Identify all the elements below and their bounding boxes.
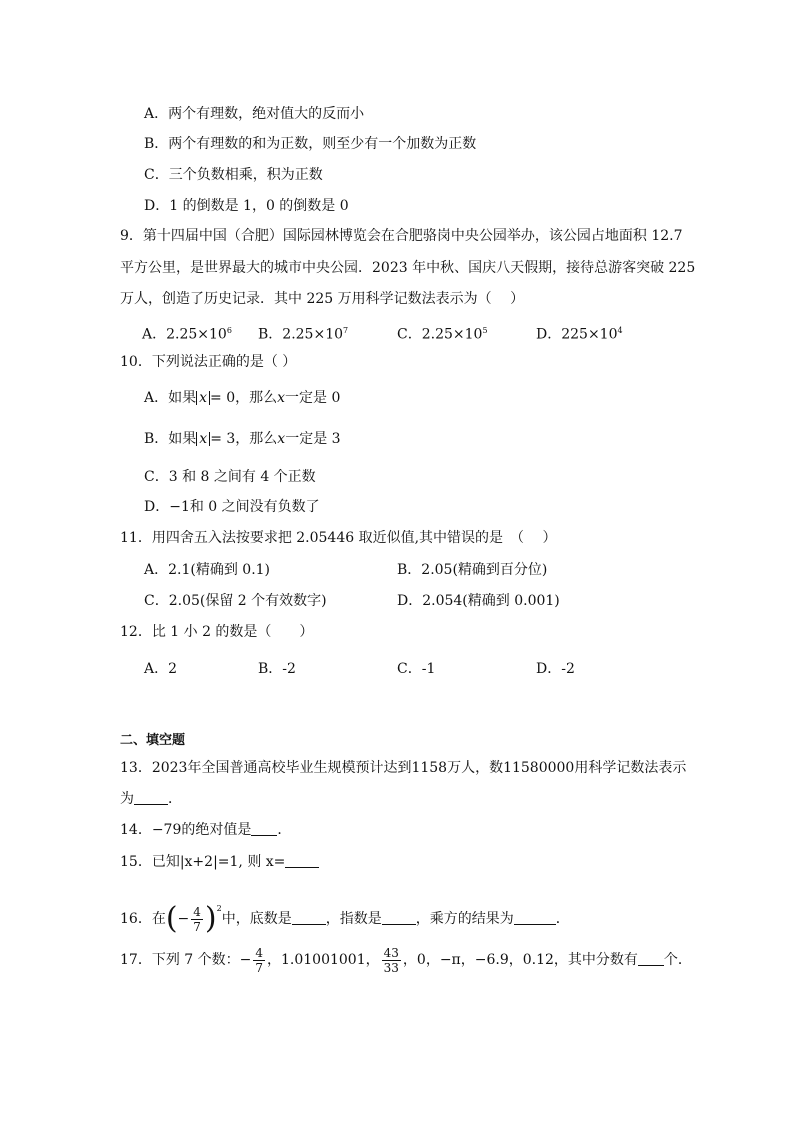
q17-fraction-1 [253,946,265,975]
q16-base-blank[interactable] [292,910,326,925]
q8-option-a: A．两个有理数，绝对值大的反而小 [144,106,365,122]
q9-option-d-text: D．225×10 [536,326,618,343]
q12-option-b: B．-2 [258,661,296,677]
q9-option-b [258,321,348,345]
q10-option-b-prefix: B．如果 [144,431,197,447]
q8-option-b: B．两个有理数的和为正数，则至少有一个加数为正数 [144,136,477,152]
q16-exponent: 2 [216,904,222,913]
q13-line2-prefix: 为 [120,791,134,807]
q12-option-a: A．2 [144,661,178,677]
q16-minus: − [177,911,190,927]
q14-answer-blank[interactable] [251,821,277,836]
q9-stem-line2: 平方公里，是世界最大的城市中央公园．2023 年中秋、国庆八天假期，接待总游客突破 225 [120,260,696,276]
q9-option-a-exponent: 6 [226,326,232,335]
q11-stem: 11．用四舍五入法按要求把 2.05446 取近似值,其中错误的是 （ ） [120,530,557,546]
q16-denominator: 7 [193,919,201,934]
q13-stem-line1: 13．2023年全国普通高校毕业生规模预计达到1158万人，数11580000用科学记数法表示 [120,760,687,776]
q17-fraction-1-denominator: 7 [255,960,263,975]
q16-fraction [191,905,203,934]
q16-result-blank[interactable] [514,910,556,925]
q8-option-d: D．1 的倒数是 1，0 的倒数是 0 [144,198,349,214]
q10-option-c: C．3 和 8 之间有 4 个正数 [144,469,316,485]
q10-option-a-prefix: A．如果 [144,390,197,406]
q12-stem: 12．比 1 小 2 的数是（ ） [120,624,314,640]
q10-stem: 10．下列说法正确的是（ ） [120,354,297,370]
q9-option-b-exponent: 7 [343,326,349,335]
q14-prefix: 14．−79的绝对值是 [120,822,252,838]
q10-option-b-abs: x [196,432,210,446]
q12-option-d: D．-2 [536,661,575,677]
q9-option-a [142,321,232,345]
q17-fraction-3-denominator: 33 [383,960,399,975]
q16-text-result: ，乘方的结果为 [415,911,514,927]
q15-prefix: 15．已知|x+2|=1, 则 x= [120,854,286,870]
q10-option-a-abs: x [196,391,210,405]
q11-option-b: B．2.05(精确到百分位) [397,562,548,578]
q13-line2-suffix: ． [168,791,182,807]
q11-option-d: D．2.054(精确到 0.001) [397,593,560,609]
q17-rest: ，0，−π，−6.9，0.12，其中分数有 [402,952,638,968]
q9-option-c-exponent: 5 [482,326,488,335]
q9-stem-line3: 万人，创造了历史记录．其中 225 万用科学记数法表示为（ ） [120,291,525,307]
q14-stem [120,820,291,840]
q10-option-b-mid: ，那么 [235,431,278,447]
q9-option-d-exponent: 4 [617,326,623,335]
q17-number-2: ，1.01001001， [267,952,380,968]
q17-stem [120,944,692,976]
q15-stem [120,852,319,872]
q16-suffix: ． [555,911,570,927]
q17-prefix: 17．下列 7 个数： [120,952,240,968]
q10-option-b-eq: = 3 [210,431,236,447]
q10-option-b-var: x [277,431,286,447]
q17-suffix: 个． [663,952,692,968]
q10-option-a [144,388,340,408]
q9-option-b-text: B．2.25×10 [258,326,344,343]
q9-option-c-text: C．2.25×10 [397,326,483,343]
q10-option-b-suffix: 一定是 3 [285,431,341,447]
q16-numerator: 4 [193,904,201,919]
q9-stem-line1: 9．第十四届中国（合肥）国际园林博览会在合肥骆岗中央公园举办，该公园占地面积 12.7 [120,228,683,244]
q10-option-a-var: x [277,390,286,406]
q10-option-a-mid: ，那么 [235,390,278,406]
q17-answer-blank[interactable] [638,951,664,966]
q16-text-exponent: ，指数是 [325,911,382,927]
q16-text-base: 中，底数是 [221,911,292,927]
q12-option-c: C．-1 [397,661,436,677]
q17-fraction-3-numerator: 43 [383,945,399,960]
q10-option-d: D．−1和 0 之间没有负数了 [144,499,320,515]
q11-option-a: A．2.1(精确到 0.1) [144,562,271,578]
q16-left-paren: ( [165,901,178,936]
q9-option-c [397,321,488,345]
q10-option-b [144,429,341,449]
q11-option-c: C．2.05(保留 2 个有效数字) [144,593,327,609]
q9-option-d [536,321,623,345]
q17-fraction-3 [382,946,401,975]
q9-option-a-text: A．2.25×10 [142,326,227,343]
q15-answer-blank[interactable] [285,853,319,868]
q8-option-c: C．三个负数相乘，积为正数 [144,167,323,183]
q13-stem-line2 [120,789,182,809]
section-heading-fill-blank: 二、填空题 [120,733,186,748]
q16-exponent-blank[interactable] [382,910,416,925]
q10-option-a-eq: = 0 [210,390,236,406]
q10-option-a-suffix: 一定是 0 [285,390,341,406]
q17-minus: − [239,952,252,968]
q16-stem [120,893,570,936]
q17-fraction-1-numerator: 4 [255,945,263,960]
q14-suffix: ． [277,822,292,838]
q16-prefix: 16．在 [120,911,166,927]
q16-right-paren: ) [204,901,217,936]
q13-answer-blank[interactable] [134,790,168,805]
